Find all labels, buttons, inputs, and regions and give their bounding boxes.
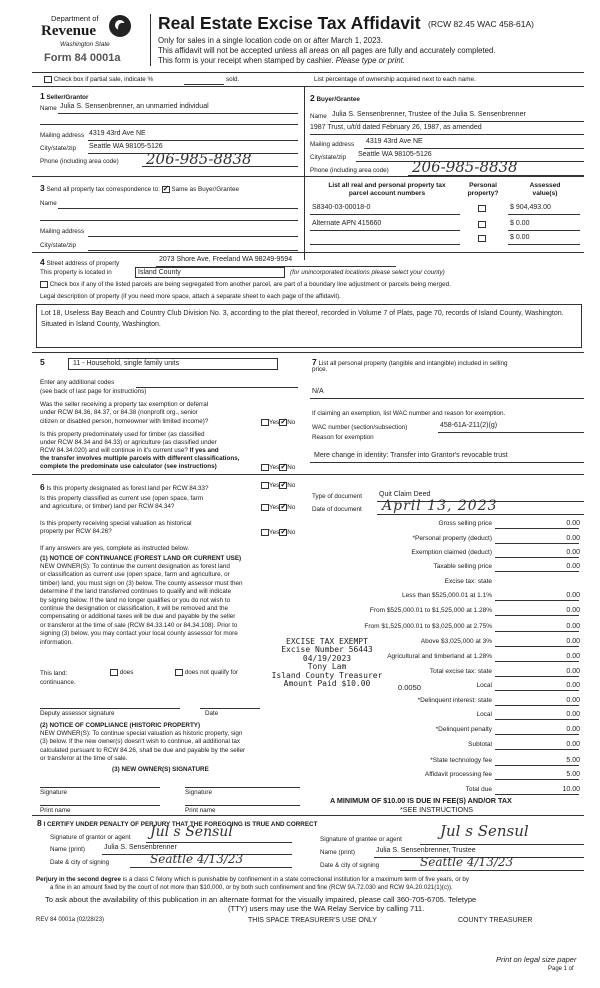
- calc-value[interactable]: 0.00: [566, 711, 580, 718]
- local-rate: 0.0050: [398, 683, 421, 692]
- calc-label: Total due: [465, 786, 492, 793]
- newowner-sig-label-2: Signature: [185, 789, 212, 796]
- forest-yes-checkbox[interactable]: [261, 482, 269, 489]
- alt-format-line2: (TTY) users may use the WA Relay Service by calling 711.: [228, 904, 425, 913]
- calc-value[interactable]: 0.00: [566, 697, 580, 704]
- q2b: under RCW 84.34 and 84.33) or agriculture (as classified under: [40, 439, 217, 446]
- q1a: Was the seller receiving a property tax exemption or deferral: [40, 401, 209, 408]
- buyer-mail[interactable]: 4319 43rd Ave NE: [366, 138, 423, 145]
- partial-sale: Check box if partial sale, indicate %: [44, 76, 153, 84]
- assessed-value-3[interactable]: $ 0.00: [510, 234, 530, 241]
- parcel-number-1[interactable]: S8340-03-00018-0: [312, 204, 371, 211]
- calc-value[interactable]: 10.00: [562, 786, 580, 793]
- calc-value[interactable]: 0.00: [566, 638, 580, 645]
- calc-label: From $1,525,000.01 to $3,025,000 at 2.75%: [364, 623, 492, 630]
- seller-mail[interactable]: 4319 43rd Ave NE: [89, 130, 146, 137]
- calc-value[interactable]: 0.00: [566, 726, 580, 733]
- calc-label: Gross selling price: [438, 520, 492, 527]
- seller-name-label: Name: [40, 105, 57, 112]
- form-number: Form 84 0001a: [44, 52, 121, 64]
- q2f: complete the predominate use calculator (see instructions): [40, 463, 217, 470]
- codes-label: Enter any additional codes: [40, 379, 115, 386]
- corr-name-label: Name: [40, 200, 57, 207]
- seller-city-label: City/state/zip: [40, 145, 77, 152]
- buyer-heading: 2 Buyer/Grantee: [310, 93, 360, 103]
- calc-label: Exemption claimed (deduct): [411, 549, 492, 556]
- logo-dept: Department of: [51, 14, 99, 23]
- seller-phone[interactable]: 206-985-8838: [146, 150, 252, 168]
- historic-yes-no: Yes✓ No: [261, 529, 295, 537]
- corr-mail-label: Mailing address: [40, 228, 85, 235]
- grantee-date[interactable]: Seattle 4/13/23: [420, 855, 514, 869]
- grantee-date-label: Date & city of signing: [320, 862, 380, 869]
- personal-checkbox-3[interactable]: [478, 235, 486, 242]
- correspondence-line: 3 Send all property tax correspondence to: ✓ Same as Buyer/Grantee: [40, 183, 239, 194]
- legal-description: Lot 18, Useless Bay Beach and Country Club Division No. 3, according to the plat thereof, recorded in Volume 7 of Plats, page 70, records of Island County, Washington. Situated in Island County, Washington.: [41, 310, 564, 328]
- paper-size-note: Print on legal size paper: [496, 955, 577, 964]
- rev-number: REV 84 0001a (02/28/23): [36, 917, 105, 923]
- assessed-value-2[interactable]: $ 0.00: [510, 220, 530, 227]
- claim-note: If claiming an exemption, list WAC number and reason for exemption.: [312, 410, 506, 417]
- personal-checkbox-2[interactable]: [478, 221, 486, 228]
- land-does-not: does not qualify for: [175, 669, 238, 677]
- newowner-print-label-2: Print name: [185, 807, 216, 814]
- buyer-name-line2[interactable]: 1987 Trust, u/t/d dated February 26, 1987, as amended: [310, 124, 482, 131]
- calc-value[interactable]: 0.00: [566, 607, 580, 614]
- buyer-name-label: Name: [310, 113, 327, 120]
- notice3-title: (3) NEW OWNER(S) SIGNATURE: [112, 766, 209, 773]
- logo-swirl-icon: [109, 15, 131, 37]
- certify-line: 8 I CERTIFY UNDER PENALTY OF PERJURY THAT THE FOREGOING IS TRUE AND CORRECT: [37, 818, 318, 828]
- does-checkbox[interactable]: [110, 669, 118, 676]
- logo-state: Washington State: [60, 41, 110, 48]
- header-line3: This form is your receipt when stamped by cashier. Please type or print.: [158, 56, 406, 65]
- calc-label: Local: [476, 711, 492, 718]
- doc-type[interactable]: Quit Claim Deed: [379, 491, 431, 498]
- dor-logo: [41, 14, 153, 72]
- q2e: the transfer involves multiple parcels with different classifications,: [40, 455, 240, 462]
- q2a: Is this property predominately used for timber (as classified: [40, 431, 205, 438]
- continuance-label: continuance.: [40, 679, 76, 686]
- seller-mail-label: Mailing address: [40, 132, 85, 139]
- codes-note: (see back of last page for instructions): [40, 388, 147, 395]
- historic-q-a: Is this property receiving special valuation as historical: [40, 520, 192, 527]
- calc-value[interactable]: 0.00: [566, 653, 580, 660]
- calc-label: Local: [476, 682, 492, 689]
- alt-format-line1: To ask about the availability of this publication in an alternate format for the visually impaired, please call 360-705-6705. Teletype: [45, 895, 477, 904]
- personal-checkbox-1[interactable]: [478, 205, 486, 212]
- notice1-text: NEW OWNER(S): To continue the current designation as forest land or classification as current use (open space, farm and agriculture, or timber) land, you must sign on (3) below. The county assessor must then determine if the land transferred continues to qualify and will indicate by signing below. If the land no longer qualifies or you do not wish to continue the designation or classification, it will be removed and the compensating or additional taxes will be due and payable by the seller or transferor at the time of sale (RCW 84.33.140 or 84.34.108). Prior to signing (3) below, you may contact your local county assessor for more information.: [40, 563, 243, 646]
- calc-value[interactable]: 0.00: [566, 592, 580, 599]
- page-number: Page 1 of: [548, 966, 574, 972]
- segregated-checkbox[interactable]: [40, 281, 48, 288]
- currentuse-no-checkbox[interactable]: [279, 504, 287, 511]
- q1c: citizen or disabled person, homeowner with limited income)?: [40, 418, 209, 425]
- calc-value[interactable]: 0.00: [566, 520, 580, 527]
- treasurer-stamp: EXCISE TAX EXEMPT Excise Number 56443 04/19/2023 Tony Lam Island County Treasurer Amount Paid $10.00: [271, 637, 383, 688]
- calc-value[interactable]: 0.00: [566, 741, 580, 748]
- exemption-no-checkbox[interactable]: [279, 419, 287, 426]
- ifany-note: If any answers are yes, complete as instructed below.: [40, 545, 190, 552]
- form-title: Real Estate Excise Tax Affidavit: [158, 13, 421, 33]
- calc-label: *Delinquent penalty: [435, 726, 492, 733]
- doc-date[interactable]: April 13, 2023: [382, 498, 498, 514]
- calc-value[interactable]: 0.00: [566, 682, 580, 689]
- q2c: RCW 84.34.020) and will continue in it's current use? If yes and: [40, 447, 219, 454]
- grantee-signature[interactable]: Jul s Sensul: [440, 822, 529, 840]
- county-select[interactable]: Island County: [135, 267, 285, 278]
- buyer-city-label: City/state/zip: [310, 154, 347, 161]
- calc-label: *Delinquent interest: state: [417, 697, 492, 704]
- location-label: This property is located in: [40, 269, 112, 276]
- currentuse-yes-no: Yes✓ No: [261, 504, 295, 512]
- street-label: 4 Street address of property: [40, 257, 120, 267]
- seller-phone-label: Phone (including area code): [40, 158, 119, 165]
- same-as-buyer-checkbox[interactable]: [162, 186, 170, 193]
- minimum-note: A MINIMUM OF $10.00 IS DUE IN FEE(S) AND/OR TAX: [330, 796, 512, 805]
- does-not-checkbox[interactable]: [175, 669, 183, 676]
- parcel-number-2[interactable]: Alternate APN 415660: [312, 220, 382, 227]
- form-rcw: (RCW 82.45 WAC 458-61A): [428, 19, 534, 29]
- calc-label: Agricultural and timberland at 1.28%: [387, 653, 492, 660]
- wac-number[interactable]: 458-61A-211(2)(g): [440, 422, 498, 429]
- newowner-print-label-1: Print name: [40, 807, 71, 814]
- doc-date-label: Date of document: [312, 506, 362, 513]
- seller-name[interactable]: Julia S. Sensenbrenner, an unmarried individual: [60, 103, 209, 110]
- county-treasurer: COUNTY TREASURER: [458, 917, 533, 924]
- calc-label: Affidavit processing fee: [424, 771, 492, 778]
- land-does: does: [110, 669, 133, 677]
- personal-property-list[interactable]: N/A: [312, 388, 324, 395]
- calc-value[interactable]: 0.00: [566, 668, 580, 675]
- exemption-yes-checkbox[interactable]: [261, 419, 269, 426]
- header-line1: Only for sales in a single location code on or after March 1, 2023.: [158, 36, 383, 45]
- calc-value[interactable]: 5.00: [566, 771, 580, 778]
- grantor-date-label: Date & city of signing: [50, 859, 110, 866]
- corr-city-label: City/state/zip: [40, 242, 77, 249]
- forest-question: 6 Is this property designated as forest land per RCW 84.33?: [40, 482, 209, 492]
- sec7-text2: price.: [312, 366, 328, 373]
- historic-q-b: property per RCW 84.26?: [40, 528, 112, 535]
- timber-yes-no: Yes✓ No: [261, 464, 295, 472]
- buyer-city[interactable]: Seattle WA 98105-5126: [358, 151, 432, 158]
- currentuse-q-a: Is this property classified as current use (open space, farm: [40, 495, 204, 502]
- grantor-print-label: Name (print): [50, 846, 85, 853]
- sec5-number: 5: [40, 357, 45, 367]
- calc-label: Less than $525,000.01 at 1.1%: [402, 592, 492, 599]
- personal-header: Personal property?: [467, 182, 499, 198]
- ownership-note: List percentage of ownership acquired next to each name.: [314, 76, 476, 83]
- buyer-mail-label: Mailing address: [310, 141, 355, 148]
- reason-label: Reason for exemption: [312, 434, 374, 441]
- partial-sold: sold.: [226, 76, 240, 83]
- logo-revenue: Revenue: [41, 23, 96, 39]
- grantor-sig-label: Signature of grantor or agent: [50, 834, 131, 841]
- header-line2: This affidavit will not be accepted unless all areas on all pages are fully and accurately completed.: [158, 46, 496, 55]
- calc-value[interactable]: 0.00: [566, 563, 580, 570]
- deputy-date-label: Date: [205, 710, 219, 717]
- calc-label: Excise tax: state: [444, 578, 492, 585]
- grantor-signature[interactable]: Jul s Sensul: [150, 824, 233, 840]
- historic-no-checkbox[interactable]: [279, 529, 287, 536]
- newowner-sig-label-1: Signature: [40, 789, 67, 796]
- buyer-name-line1[interactable]: Julia S. Sensenbrenner, Trustee of the Julia S. Sensenbrenner: [332, 111, 526, 118]
- land-label: This land:: [40, 670, 68, 677]
- exemption-reason[interactable]: Mere change in identity: Transfer into Grantor's revocable trust: [314, 452, 508, 459]
- grantor-date[interactable]: Seattle 4/13/23: [150, 852, 244, 866]
- assessed-header: Assessed value(s): [529, 182, 561, 198]
- currentuse-q-b: and agriculture, or timber) land per RCW 84.34?: [40, 503, 175, 510]
- land-use-select[interactable]: 11 - Household, single family units: [68, 358, 278, 370]
- timber-no-checkbox[interactable]: [279, 464, 287, 471]
- notice1-title: (1) NOTICE OF CONTINUANCE (FOREST LAND OR CURRENT USE): [40, 555, 242, 562]
- calc-label: Subtotal: [468, 741, 492, 748]
- parcel-header: List all real and personal property tax parcel account numbers: [328, 182, 446, 198]
- grantor-name[interactable]: Julia S. Sensenbrenner: [104, 844, 177, 851]
- partial-sale-checkbox[interactable]: [44, 76, 52, 83]
- calc-value[interactable]: 0.00: [566, 535, 580, 542]
- seller-heading: 1 Seller/Grantor: [40, 91, 89, 101]
- perjury-line1: Perjury in the second degree is a class C felony which is punishable by confinement in a state correctional institution for a maximum term of five years, or by: [36, 876, 469, 883]
- doc-type-label: Type of document: [312, 493, 363, 500]
- wac-label: WAC number (section/subsection): [312, 424, 408, 431]
- location-note: (for unincorporated locations please select your county): [290, 269, 445, 276]
- calc-value[interactable]: 0.00: [566, 623, 580, 630]
- notice2-text: NEW OWNER(S): To continue special valuation as historic property, sign (3) below. If the new owner(s) doesn't wish to continue, all additional tax calculated pursuant to RCW 84.26, shall be due and payable by the seller or transferor at the time of sale.: [40, 730, 246, 763]
- grantee-print-label: Name (print): [320, 849, 355, 856]
- perjury-line2: a fine in an amount fixed by the court of not more than $10,000, or by both such confinement and fine (RCW 9A.72.030 and RCW 9A.20.021(1)(c)).: [50, 884, 453, 891]
- segregated-line: Check box if any of the listed parcels are being segregated from another parcel, are part of a boundary line adjustment or parcels being merged.: [40, 281, 451, 289]
- calc-value[interactable]: 0.00: [566, 549, 580, 556]
- calc-label: Taxable selling price: [433, 563, 492, 570]
- deputy-label: Deputy assessor signature: [40, 710, 115, 717]
- grantee-name[interactable]: Julia S. Sensenbrenner, Trustee: [376, 847, 476, 854]
- q1b: under RCW 84.36, 84.37, or 84.38 (nonprofit org., senior: [40, 409, 198, 416]
- calc-label: *State technology fee: [430, 757, 492, 764]
- treasurer-use: THIS SPACE TREASURER'S USE ONLY: [248, 917, 377, 924]
- historic-yes-checkbox[interactable]: [261, 529, 269, 536]
- assessed-value-1[interactable]: $ 904,493.00: [510, 204, 551, 211]
- calc-label: *Personal property (deduct): [412, 535, 492, 542]
- calc-label: Total excise tax: state: [429, 668, 492, 675]
- calc-label: Above $3,025,000 at 3%: [420, 638, 492, 645]
- buyer-phone-label: Phone (including area code): [310, 167, 389, 174]
- forest-no-checkbox[interactable]: [279, 482, 287, 489]
- buyer-phone[interactable]: 206-985-8838: [412, 158, 518, 176]
- forest-yes-no: Yes✓ No: [261, 482, 295, 490]
- calc-value[interactable]: 5.00: [566, 757, 580, 764]
- grantee-sig-label: Signature of grantee or agent: [320, 836, 402, 843]
- street-address[interactable]: 2073 Shore Ave, Freeland WA 98249-9594: [159, 256, 293, 263]
- see-instructions: *SEE INSTRUCTIONS: [400, 805, 474, 814]
- exemption-yes-no: Yes✓ No: [261, 419, 295, 427]
- seller-city[interactable]: Seattle WA 98105-5126: [89, 143, 163, 150]
- currentuse-yes-checkbox[interactable]: [261, 504, 269, 511]
- notice2-title: (2) NOTICE OF COMPLIANCE (HISTORIC PROPERTY): [40, 722, 201, 729]
- legal-description-box[interactable]: [36, 304, 582, 348]
- calc-label: From $525,000.01 to $1,525,000 at 1.28%: [369, 607, 492, 614]
- legal-label: Legal description of property (if you need more space, attach a separate sheet to each page of the affidavit).: [40, 293, 341, 300]
- sec7-text: 7 List all personal property (tangible and intangible) included in selling: [312, 357, 508, 367]
- timber-yes-checkbox[interactable]: [261, 464, 269, 471]
